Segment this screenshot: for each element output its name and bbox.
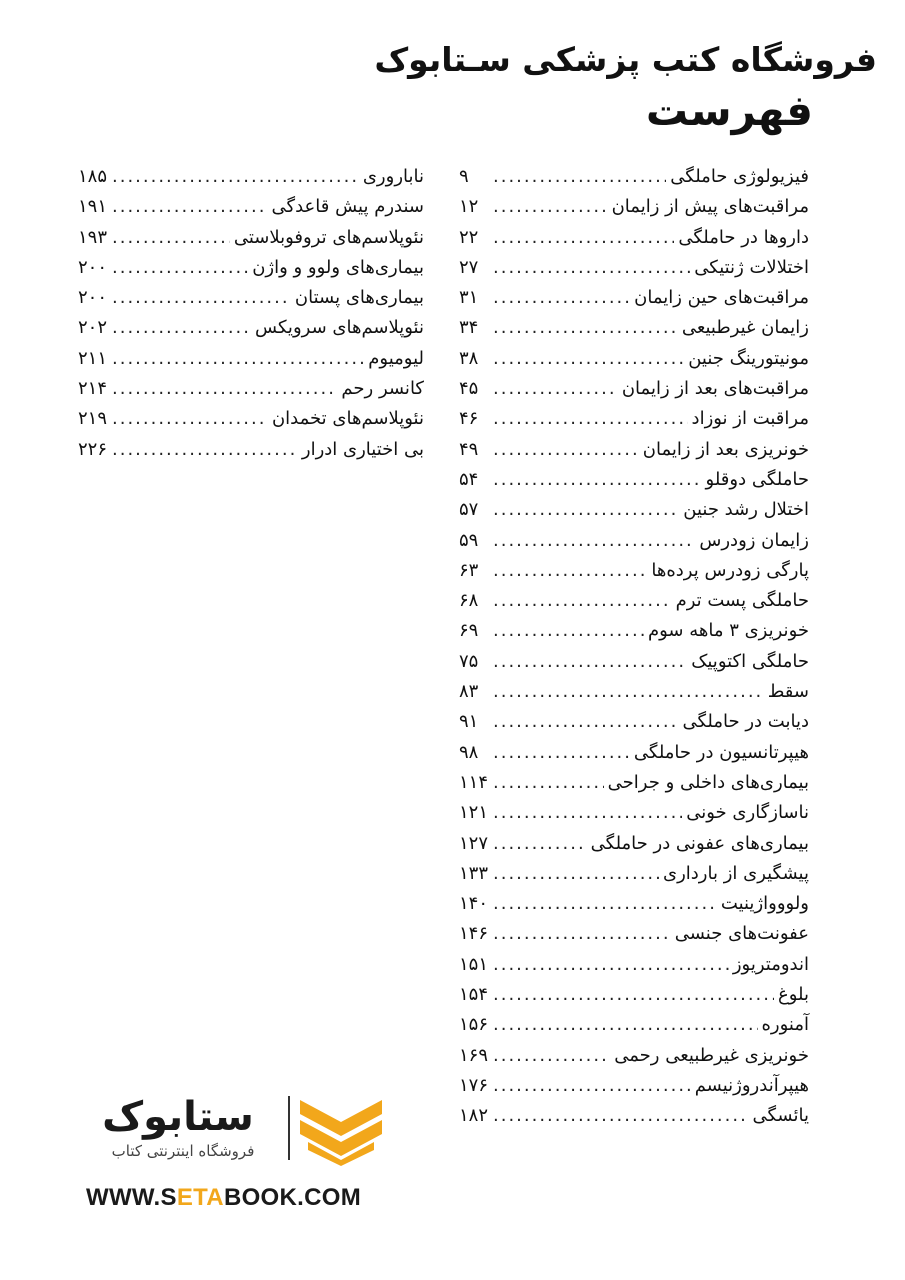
toc-leader-dots xyxy=(493,859,659,889)
toc-leader-dots xyxy=(112,253,248,283)
toc-entry-page: ۷۵ xyxy=(459,650,479,672)
toc-leader-dots xyxy=(493,404,688,434)
toc-entry-title: بیماری‌های داخلی و جراحی xyxy=(607,771,809,793)
toc-leader-dots xyxy=(493,435,639,465)
toc-entry xyxy=(78,344,424,374)
toc-entry-title: خونریزی بعد از زایمان xyxy=(642,438,809,460)
website-url-accent: ETA xyxy=(176,1184,224,1211)
toc-leader-dots xyxy=(493,374,618,404)
toc-entry-page: ۲۱۱ xyxy=(78,347,108,369)
toc-entry-page: ۴۹ xyxy=(459,438,479,460)
toc-leader-dots xyxy=(493,829,587,859)
toc-entry-title: فیزیولوژی حاملگی xyxy=(670,166,809,187)
toc-entry xyxy=(459,465,809,495)
toc-leader-dots xyxy=(493,768,604,798)
toc-entry-title: پیشگیری از بارداری xyxy=(662,862,809,884)
toc-entry-page: ۲۰۰ xyxy=(78,256,108,278)
toc-entry-page: ۱۴۰ xyxy=(459,893,489,915)
toc-entry xyxy=(459,889,809,919)
toc-entry-title: اندومتریوز xyxy=(732,953,809,975)
toc-entry-page: ۱۸۵ xyxy=(78,166,108,187)
toc-leader-dots xyxy=(493,223,674,253)
toc-entry-page: ۵۴ xyxy=(459,468,479,490)
toc-leader-dots xyxy=(493,889,717,919)
toc-leader-dots xyxy=(112,192,268,222)
toc-entry xyxy=(459,556,809,586)
toc-entry xyxy=(78,404,424,434)
toc-leader-dots xyxy=(493,465,702,495)
toc-entry-title: ناباروری xyxy=(362,166,424,187)
logo-wordmark: ستابوک xyxy=(102,1094,254,1140)
toc-column-left xyxy=(78,162,424,465)
toc-leader-dots xyxy=(493,1101,748,1131)
toc-entry-title: زایمان زودرس xyxy=(699,529,809,551)
toc-entry-title: حاملگی پست ترم xyxy=(675,590,809,612)
toc-leader-dots xyxy=(112,404,268,434)
toc-column-right xyxy=(459,162,809,1132)
toc-leader-dots xyxy=(493,1041,610,1071)
toc-leader-dots xyxy=(112,162,359,192)
logo-tagline: فروشگاه اینترنتی کتاب xyxy=(111,1142,255,1160)
toc-entry-title: بیماری‌های عفونی در حاملگی xyxy=(590,832,809,854)
toc-entry-title: بیماری‌های ولوو و واژن xyxy=(252,256,424,278)
page-title: فهرست xyxy=(645,86,813,135)
toc-entry xyxy=(459,919,809,949)
toc-leader-dots xyxy=(112,344,364,374)
toc-entry-page: ۹ xyxy=(459,166,469,187)
toc-entry xyxy=(459,1041,809,1071)
toc-entry xyxy=(459,768,809,798)
toc-entry-title: مراقبت از نوزاد xyxy=(691,408,809,430)
toc-leader-dots xyxy=(493,616,644,646)
toc-entry xyxy=(459,980,809,1010)
toc-entry-page: ۱۶۹ xyxy=(459,1044,489,1066)
toc-entry xyxy=(78,283,424,313)
toc-leader-dots xyxy=(493,586,672,616)
toc-entry-page: ۱۲ xyxy=(459,196,479,218)
toc-entry xyxy=(459,404,809,434)
toc-entry xyxy=(459,344,809,374)
toc-leader-dots xyxy=(112,283,291,313)
toc-entry-title: لیومیوم xyxy=(368,347,424,369)
toc-entry-title: مراقبت‌های حین زایمان xyxy=(634,287,809,309)
toc-entry xyxy=(459,859,809,889)
toc-entry-title: پارگی زودرس پرده‌ها xyxy=(651,559,809,581)
toc-entry-page: ۲۲ xyxy=(459,226,479,248)
toc-entry-page: ۹۱ xyxy=(459,711,479,733)
toc-leader-dots xyxy=(112,313,251,343)
toc-entry-page: ۱۷۶ xyxy=(459,1074,489,1096)
toc-entry xyxy=(459,677,809,707)
toc-leader-dots xyxy=(493,1010,758,1040)
toc-entry-title: نئوپلاسم‌های تروفوبلاستی xyxy=(233,226,424,248)
toc-entry xyxy=(459,616,809,646)
toc-entry-page: ۱۹۳ xyxy=(78,226,108,248)
toc-entry xyxy=(459,586,809,616)
toc-entry-page: ۱۲۱ xyxy=(459,802,489,824)
toc-entry-page: ۸۳ xyxy=(459,681,479,703)
toc-leader-dots xyxy=(493,707,678,737)
toc-entry-page: ۱۳۳ xyxy=(459,862,489,884)
toc-entry xyxy=(78,253,424,283)
toc-entry-title: مراقبت‌های پیش از زایمان xyxy=(611,196,809,218)
toc-entry-page: ۱۵۶ xyxy=(459,1014,489,1036)
toc-entry xyxy=(78,374,424,404)
toc-entry xyxy=(459,829,809,859)
toc-leader-dots xyxy=(493,192,608,222)
toc-entry-title: هیپرتانسیون در حاملگی xyxy=(633,741,809,763)
toc-entry-page: ۳۱ xyxy=(459,287,479,309)
toc-entry-page: ۱۹۱ xyxy=(78,196,108,218)
toc-entry xyxy=(78,435,424,465)
toc-entry xyxy=(459,526,809,556)
toc-leader-dots xyxy=(493,556,647,586)
toc-entry xyxy=(459,738,809,768)
toc-entry-page: ۶۳ xyxy=(459,559,479,581)
toc-entry-title: سندرم پیش قاعدگی xyxy=(271,196,424,218)
toc-entry xyxy=(459,253,809,283)
toc-entry-page: ۴۶ xyxy=(459,408,479,430)
toc-entry-title: سقط xyxy=(767,681,809,703)
toc-entry-title: بلوغ xyxy=(777,984,809,1006)
toc-leader-dots xyxy=(493,495,679,525)
toc-entry-page: ۱۵۱ xyxy=(459,953,489,975)
toc-entry-page: ۲۱۹ xyxy=(78,408,108,430)
toc-entry-title: نئوپلاسم‌های سرویکس xyxy=(255,317,424,339)
toc-entry-page: ۴۵ xyxy=(459,378,479,400)
toc-entry-title: دیابت در حاملگی xyxy=(682,711,809,733)
toc-entry xyxy=(459,1010,809,1040)
toc-entry-page: ۱۵۴ xyxy=(459,984,489,1006)
book-chevron-icon xyxy=(300,1092,382,1166)
toc-entry xyxy=(459,1071,809,1101)
setabook-logo xyxy=(78,1092,378,1172)
toc-leader-dots xyxy=(493,647,687,677)
toc-leader-dots xyxy=(493,526,695,556)
toc-leader-dots xyxy=(493,798,682,828)
toc-entry-title: حاملگی اکتوپیک xyxy=(691,650,809,672)
toc-leader-dots xyxy=(493,950,729,980)
toc-entry xyxy=(78,313,424,343)
toc-entry-title: داروها در حاملگی xyxy=(678,226,809,248)
toc-entry xyxy=(459,1101,809,1131)
toc-entry-title: بیماری‌های پستان xyxy=(294,287,424,309)
toc-entry-title: عفونت‌های جنسی xyxy=(674,923,809,945)
toc-entry-title: کانسر رحم xyxy=(341,378,424,400)
toc-entry-page: ۶۹ xyxy=(459,620,479,642)
toc-entry-page: ۱۸۲ xyxy=(459,1105,489,1127)
toc-entry xyxy=(459,223,809,253)
toc-entry-title: مراقبت‌های بعد از زایمان xyxy=(621,378,809,400)
toc-entry-title: خونریزی ۳ ماهه سوم xyxy=(647,620,809,642)
store-title: فروشگاه کتب پزشکی سـتابوک xyxy=(374,40,877,79)
toc-entry-title: ولووواژینیت xyxy=(720,893,809,915)
toc-entry xyxy=(78,192,424,222)
toc-leader-dots xyxy=(493,677,764,707)
toc-entry xyxy=(459,162,809,192)
toc-entry xyxy=(78,162,424,192)
toc-leader-dots xyxy=(493,980,774,1010)
toc-entry-page: ۲۷ xyxy=(459,256,479,278)
toc-entry-page: ۵۷ xyxy=(459,499,479,521)
toc-entry-page: ۲۲۶ xyxy=(78,438,108,460)
toc-entry-title: اختلالات ژنتیکی xyxy=(694,256,809,278)
toc-leader-dots xyxy=(493,919,671,949)
toc-entry-title: بی اختیاری ادرار xyxy=(301,438,424,460)
toc-entry xyxy=(459,707,809,737)
toc-leader-dots xyxy=(112,374,337,404)
toc-entry xyxy=(78,223,424,253)
toc-entry-title: خونریزی غیرطبیعی رحمی xyxy=(614,1044,809,1066)
toc-entry xyxy=(459,950,809,980)
toc-entry xyxy=(459,283,809,313)
toc-entry-page: ۱۴۶ xyxy=(459,923,489,945)
toc-entry-title: اختلال رشد جنین xyxy=(683,499,809,521)
toc-entry-page: ۱۱۴ xyxy=(459,771,489,793)
toc-leader-dots xyxy=(493,1071,691,1101)
toc-entry-title: هیپرآندروژنیسم xyxy=(694,1074,809,1096)
toc-leader-dots xyxy=(112,435,298,465)
toc-entry-title: حاملگی دوقلو xyxy=(705,468,809,490)
toc-entry xyxy=(459,192,809,222)
toc-leader-dots xyxy=(493,313,678,343)
toc-entry-page: ۲۰۰ xyxy=(78,287,108,309)
toc-leader-dots xyxy=(112,223,230,253)
toc-entry-title: زایمان غیرطبیعی xyxy=(681,317,809,339)
toc-entry xyxy=(459,798,809,828)
toc-entry-page: ۳۴ xyxy=(459,317,479,339)
toc-entry-page: ۲۰۲ xyxy=(78,317,108,339)
toc-entry-page: ۶۸ xyxy=(459,590,479,612)
toc-entry-title: نئوپلاسم‌های تخمدان xyxy=(271,408,424,430)
toc-leader-dots xyxy=(493,283,630,313)
toc-entry-page: ۱۲۷ xyxy=(459,832,489,854)
toc-entry xyxy=(459,495,809,525)
toc-entry-title: یائسگی xyxy=(752,1105,809,1127)
toc-entry-title: آمنوره xyxy=(761,1014,809,1036)
toc-leader-dots xyxy=(493,162,666,192)
toc-entry-title: ناسازگاری خونی xyxy=(686,802,809,824)
toc-entry-title: مونیتورینگ جنین xyxy=(688,347,809,369)
toc-entry-page: ۹۸ xyxy=(459,741,479,763)
toc-entry xyxy=(459,374,809,404)
toc-leader-dots xyxy=(493,253,690,283)
toc-entry-page: ۳۸ xyxy=(459,347,479,369)
website-url-part3: BOOK.COM xyxy=(223,1184,361,1211)
website-url-part1: WWW.S xyxy=(86,1184,177,1211)
toc-entry xyxy=(459,313,809,343)
toc-entry-page: ۲۱۴ xyxy=(78,378,108,400)
toc-leader-dots xyxy=(493,344,684,374)
toc-entry xyxy=(459,435,809,465)
logo-divider xyxy=(288,1096,290,1160)
toc-entry xyxy=(459,647,809,677)
toc-leader-dots xyxy=(493,738,630,768)
toc-entry-page: ۵۹ xyxy=(459,529,479,551)
website-url xyxy=(86,1184,361,1212)
